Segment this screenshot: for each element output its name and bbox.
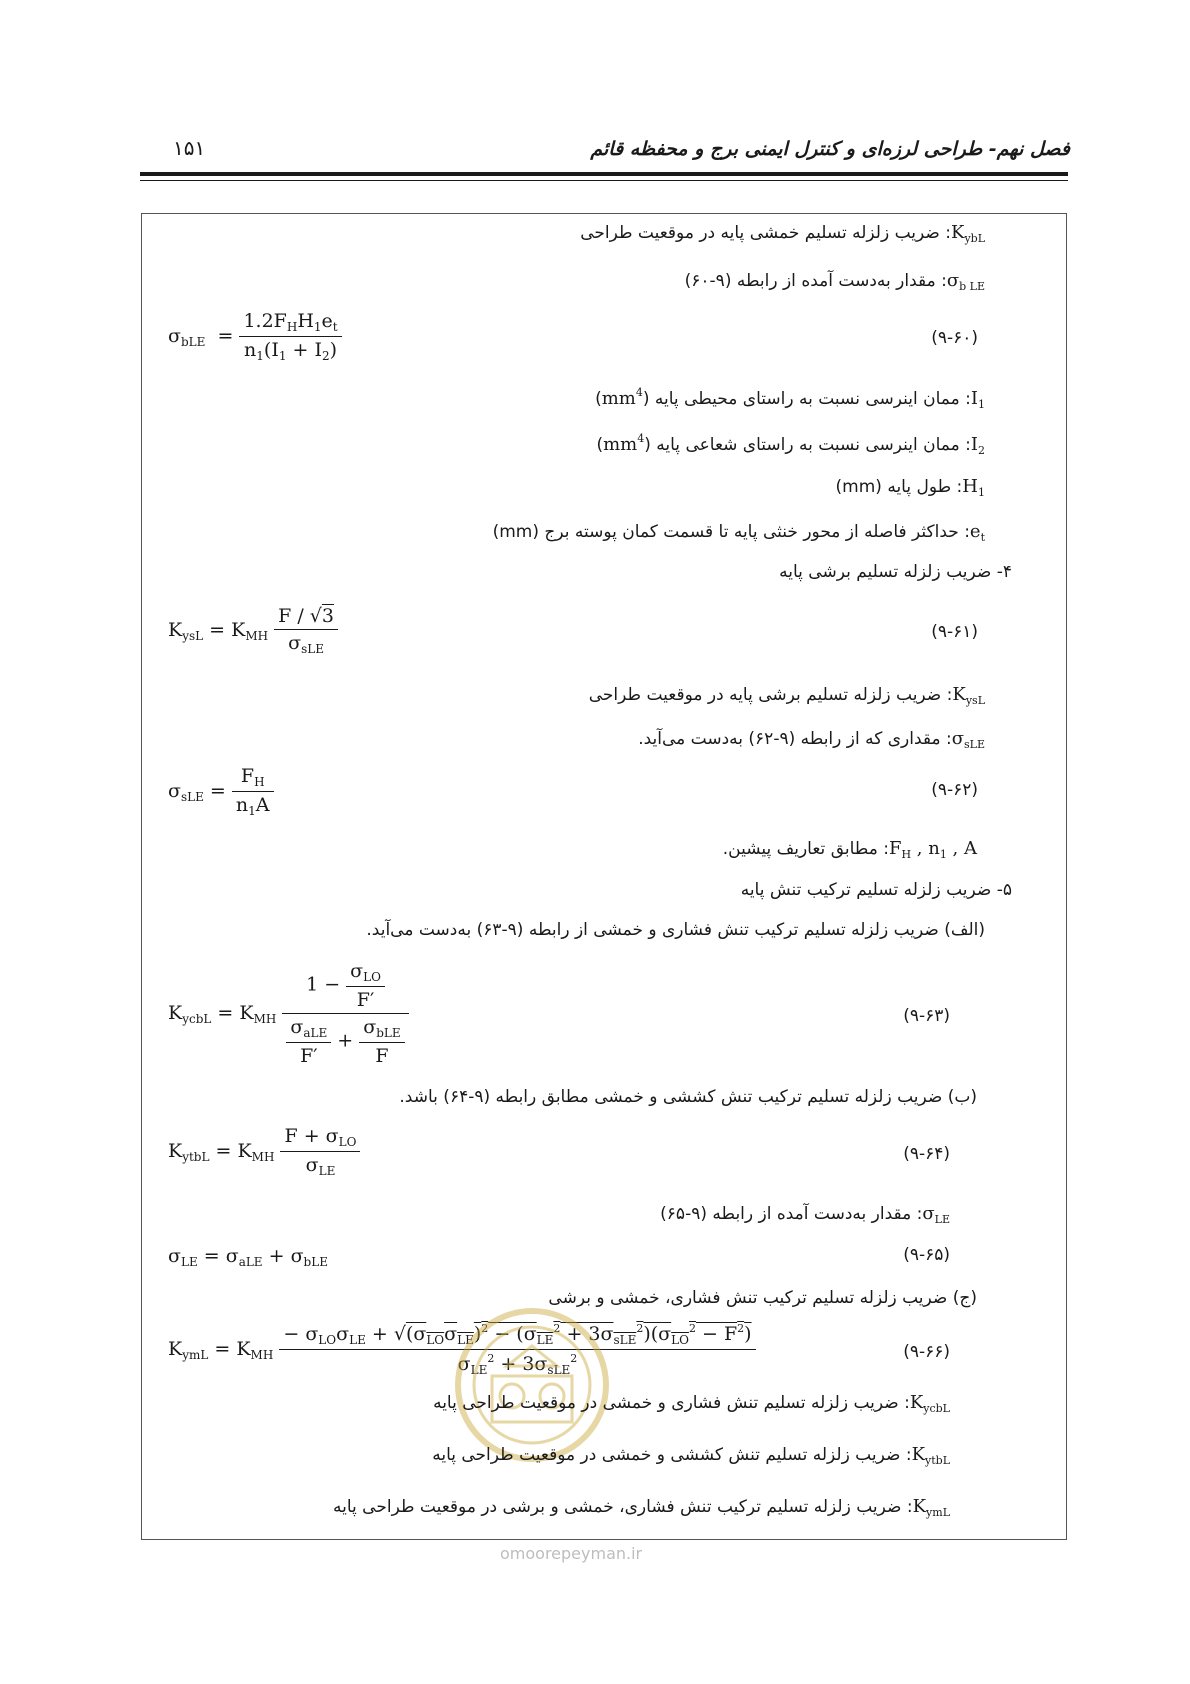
definition-fh-n1-a: $F_H$ , $n_1$ , A: مطابق تعاریف پیشین. bbox=[722, 838, 977, 861]
definition-et: $e_t$: حداکثر فاصله از محور خنثی پایه تا قسمت کمان پوسته برج (mm) bbox=[492, 521, 985, 544]
equation-number-61: (۹-۶۱) bbox=[931, 622, 978, 642]
section-item-5: ۵- ضریب زلزله تسلیم ترکیب تنش پایه bbox=[740, 880, 1012, 900]
formula-kyml: $K_{ymL} = K_{MH}$ $\frac{- \sigma_{LO}\sigma_{LE} + √(\sigma_{LO}\sigma_{LE})^2 - (\sigma_{LE}^2 + 3\sigma_{sLE}^2)(\sigma_{LO}^2 - F^2)}{\sigma_{LE}^2 + 3\sigma_{sLE}^2}$ bbox=[168, 1322, 756, 1377]
definition-kyml: $K_{ymL}$: ضریب زلزله تسلیم ترکیب تنش فشاری، خمشی و برشی در موقعیت طراحی پایه bbox=[333, 1496, 950, 1519]
definition-sigma-le: $\sigma_{LE}$: مقدار به‌دست آمده از رابطه (۹-۶۵) bbox=[660, 1203, 950, 1226]
definition-sigma-sle: $\sigma_{sLE}$: مقداری که از رابطه (۹-۶۲) به‌دست می‌آید. bbox=[638, 728, 985, 751]
equation-number-63: (۹-۶۳) bbox=[903, 1006, 950, 1026]
definition-i1: $I_1$: ممان اینرسی نسبت به راستای محیطی پایه $(mm^4)$ bbox=[595, 386, 985, 411]
formula-kycbl: $K_{ycbL} = K_{MH}$ 1 − $\frac{\sigma_{LO}}{F'}$ $\frac{\sigma_{aLE}}{F'}$ + $\frac{\sigma_{bLE}}{F}$ bbox=[168, 960, 409, 1067]
formula-sigma-sle: $\sigma_{sLE}$ = $\frac{F_H}{n_1A}$ bbox=[168, 765, 274, 818]
equation-number-60: (۹-۶۰) bbox=[931, 328, 978, 348]
equation-number-64: (۹-۶۴) bbox=[903, 1144, 950, 1164]
paragraph-jim: (ج) ضریب زلزله تسلیم ترکیب تنش فشاری، خمشی و برشی bbox=[548, 1288, 977, 1308]
header-rule-thick bbox=[140, 172, 1068, 176]
header-rule-thin bbox=[140, 180, 1068, 181]
section-item-4: ۴- ضریب زلزله تسلیم برشی پایه bbox=[779, 562, 1012, 582]
equation-number-66: (۹-۶۶) bbox=[903, 1342, 950, 1362]
formula-kysl: $K_{ysL} = K_{MH}$ $\frac{F / √3}{\sigma_{sLE}}$ bbox=[168, 605, 338, 656]
definition-kysl: $K_{ysL}$: ضریب زلزله تسلیم برشی پایه در موقعیت طراحی bbox=[588, 684, 985, 707]
definition-h1: $H_1$: طول پایه (mm) bbox=[835, 476, 985, 499]
formula-sigma-le: $\sigma_{LE} = \sigma_{aLE} + \sigma_{bLE}$ bbox=[168, 1245, 328, 1269]
definition-kytbl: $K_{ytbL}$: ضریب زلزله تسلیم تنش کششی و خمشی در موقعیت طراحی پایه bbox=[432, 1444, 950, 1467]
paragraph-be: (ب) ضریب زلزله تسلیم ترکیب تنش کششی و خمشی مطابق رابطه (۹-۶۴) باشد. bbox=[399, 1087, 977, 1107]
equation-number-65: (۹-۶۵) bbox=[903, 1245, 950, 1265]
definition-kybl: $K_{ybL}$: ضریب زلزله تسلیم خمشی پایه در موقعیت طراحی bbox=[580, 222, 985, 245]
page-number: ۱۵۱ bbox=[173, 136, 206, 160]
definition-kycbl: $K_{ycbL}$: ضریب زلزله تسلیم تنش فشاری و خمشی در موقعیت طراحی پایه bbox=[433, 1392, 950, 1415]
paragraph-alef: (الف) ضریب زلزله تسلیم ترکیب تنش فشاری و خمشی از رابطه (۹-۶۳) به‌دست می‌آید. bbox=[366, 920, 985, 940]
watermark-site: omoorepeyman.ir bbox=[500, 1544, 643, 1563]
formula-sigma-ble: $\sigma_{bLE}$ = $\frac{1.2F_HH_1e_t}{n_1(I_1 + I_2)}$ bbox=[168, 310, 342, 363]
definition-sigma-ble: $\sigma_{b LE}$: مقدار به‌دست آمده از رابطه (۹-۶۰) bbox=[684, 270, 985, 293]
running-head: فصل نهم- طراحی لرزه‌ای و کنترل ایمنی برج و محفظه قائم bbox=[590, 138, 1070, 160]
definition-i2: $I_2$: ممان اینرسی نسبت به راستای شعاعی پایه $(mm^4)$ bbox=[596, 432, 985, 457]
formula-kytbl: $K_{ytbL} = K_{MH}$ $\frac{F + \sigma_{LO}}{\sigma_{LE}}$ bbox=[168, 1125, 360, 1178]
equation-number-62: (۹-۶۲) bbox=[931, 780, 978, 800]
